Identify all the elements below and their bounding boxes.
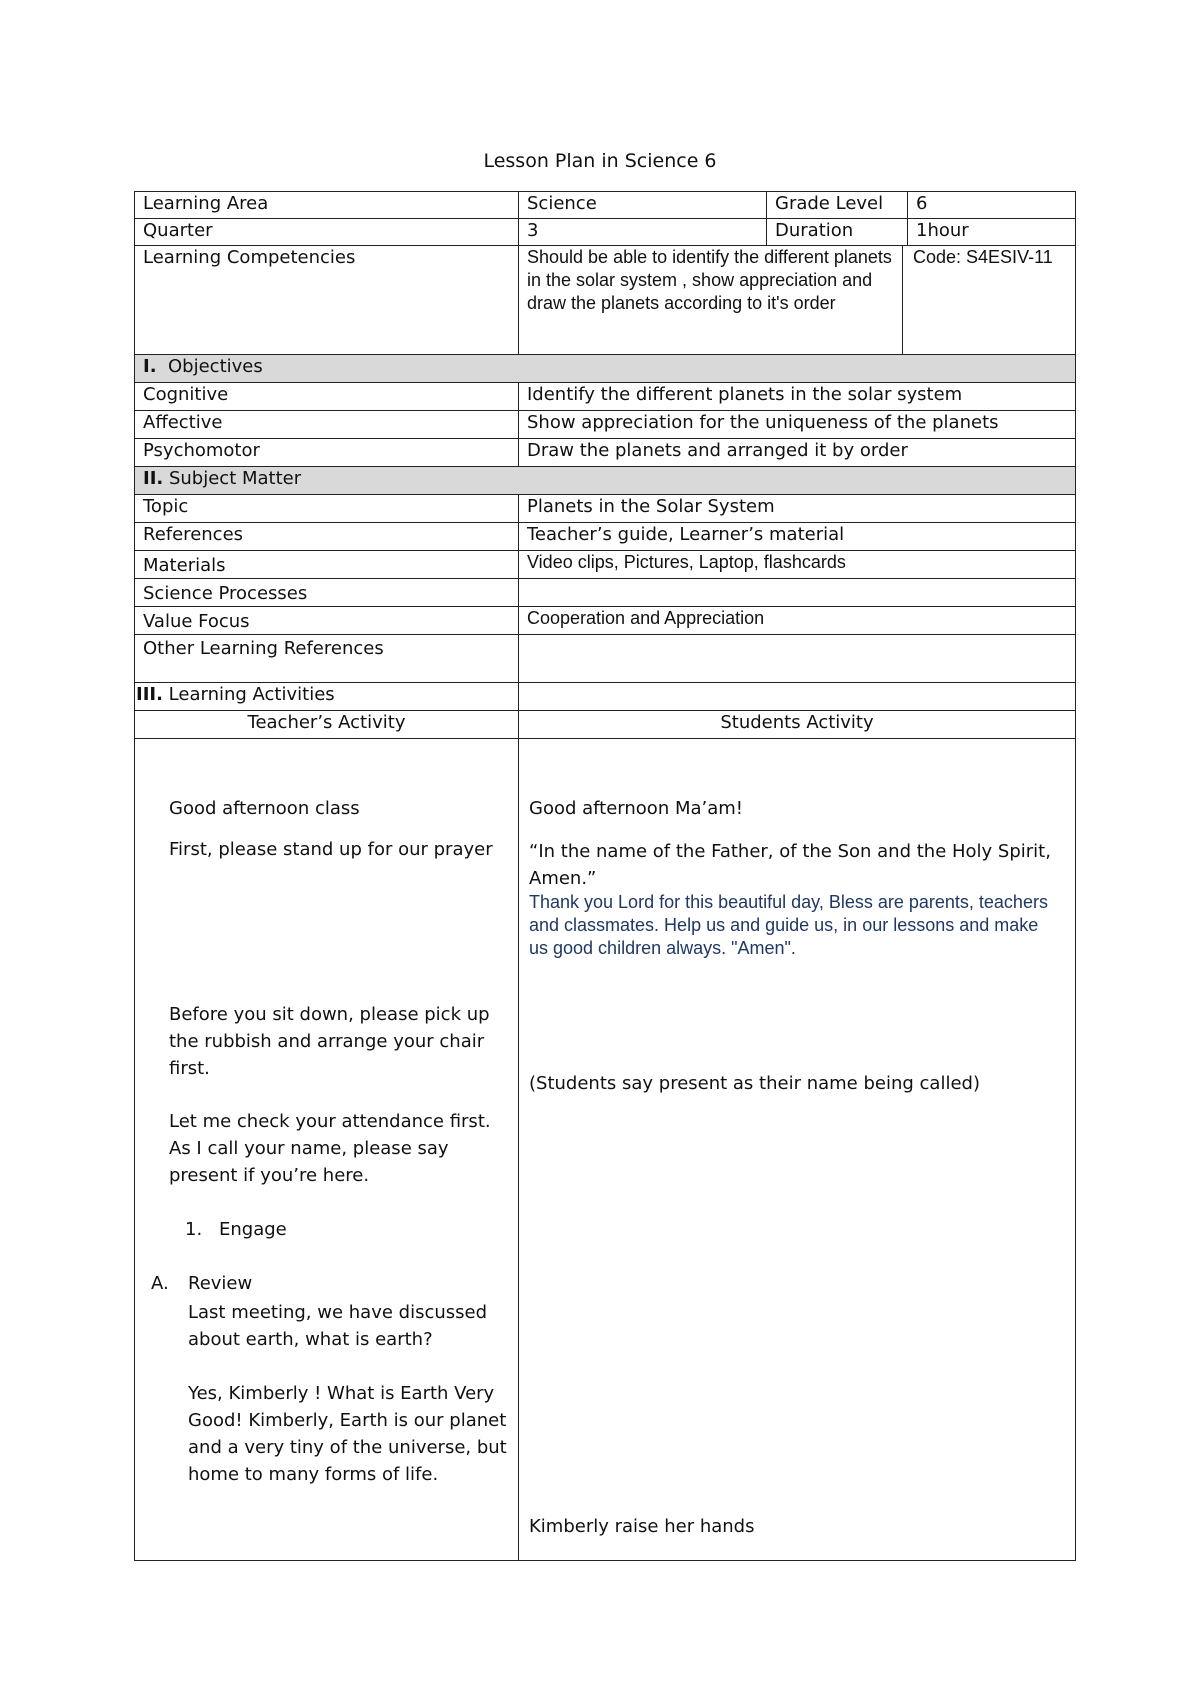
- page-title: Lesson Plan in Science 6: [483, 150, 717, 172]
- objectives-title: Objectives: [168, 356, 263, 377]
- competency-code: Code: S4ESIV-11: [913, 247, 1053, 267]
- science-processes-value: [519, 579, 1076, 607]
- learning-area-label: Learning Area: [135, 192, 519, 219]
- subject-matter-numeral: II.: [143, 468, 164, 489]
- teacher-activity-cell: [135, 739, 519, 1561]
- students-prayer-open: “In the name of the Father, of the Son and the Holy Spirit, Amen.”: [529, 841, 1051, 889]
- review-question: Last meeting, we have discussed about earth, what is earth?: [188, 1302, 488, 1350]
- objectives-numeral: I.: [143, 356, 157, 377]
- students-activity-header: Students Activity: [519, 711, 1076, 739]
- teacher-rubbish: Before you sit down, please pick up the rubbish and arrange your chair first.: [169, 1004, 490, 1079]
- competencies-cell: [519, 246, 1076, 355]
- references-label: References: [135, 523, 519, 551]
- teacher-prayer: First, please stand up for our prayer: [169, 839, 493, 860]
- cognitive-label: Cognitive: [135, 383, 519, 411]
- psychomotor-value: Draw the planets and arranged it by order: [519, 439, 1076, 467]
- students-prayer-body: Thank you Lord for this beautiful day, Bless are parents, teachers and classmates. Help us and guide us, in our lessons and make us good children always. "Amen".: [529, 892, 1048, 958]
- references-value: Teacher’s guide, Learner’s material: [519, 523, 1076, 551]
- review-letter: A.: [151, 1273, 169, 1294]
- other-refs-label: Other Learning References: [135, 635, 519, 683]
- teacher-kimberly: Yes, Kimberly ! What is Earth Very Good! Kimberly, Earth is our planet and a very tiny of the universe, but home to many forms of life.: [188, 1383, 507, 1485]
- activities-heading-blank: [519, 683, 1076, 711]
- learning-area-value: Science: [519, 192, 767, 219]
- duration-value: 1hour: [908, 219, 1076, 246]
- science-processes-label: Science Processes: [135, 579, 519, 607]
- competencies-label: Learning Competencies: [135, 246, 519, 355]
- psychomotor-label: Psychomotor: [135, 439, 519, 467]
- value-focus-value: Cooperation and Appreciation: [519, 607, 1076, 635]
- students-greeting: Good afternoon Ma’am!: [529, 798, 744, 819]
- other-refs-value: [519, 635, 1076, 683]
- quarter-value: 3: [519, 219, 767, 246]
- subject-matter-heading: [135, 467, 1076, 495]
- grade-level-label: Grade Level: [767, 192, 908, 219]
- students-kimberly: Kimberly raise her hands: [529, 1516, 755, 1537]
- materials-label: Materials: [135, 551, 519, 579]
- topic-value: Planets in the Solar System: [519, 495, 1076, 523]
- teacher-activity-header: Teacher’s Activity: [135, 711, 519, 739]
- teacher-attendance: Let me check your attendance first. As I call your name, please say present if you’re here.: [169, 1111, 491, 1186]
- activities-numeral: III.: [136, 684, 163, 705]
- competencies-value: Should be able to identify the different planets in the solar system , show appreciation and draw the planets according to it's order: [519, 246, 903, 354]
- activities-heading: [135, 683, 519, 711]
- grade-level-value: 6: [908, 192, 1076, 219]
- activities-title: Learning Activities: [168, 684, 335, 705]
- affective-value: Show appreciation for the uniqueness of the planets: [519, 411, 1076, 439]
- engage-heading: Engage: [219, 1219, 287, 1240]
- materials-value: Video clips, Pictures, Laptop, flashcards: [519, 551, 1076, 579]
- value-focus-label: Value Focus: [135, 607, 519, 635]
- cognitive-value: Identify the different planets in the solar system: [519, 383, 1076, 411]
- teacher-greeting: Good afternoon class: [169, 798, 360, 819]
- affective-label: Affective: [135, 411, 519, 439]
- duration-label: Duration: [767, 219, 908, 246]
- lesson-plan-table: [134, 191, 1076, 1561]
- engage-number: 1.: [185, 1219, 203, 1240]
- students-activity-cell: [519, 739, 1076, 1561]
- review-heading: Review: [188, 1273, 253, 1294]
- quarter-label: Quarter: [135, 219, 519, 246]
- topic-label: Topic: [135, 495, 519, 523]
- objectives-heading: [135, 355, 1076, 383]
- subject-matter-title: Subject Matter: [168, 468, 302, 489]
- students-present: (Students say present as their name being called): [529, 1073, 980, 1094]
